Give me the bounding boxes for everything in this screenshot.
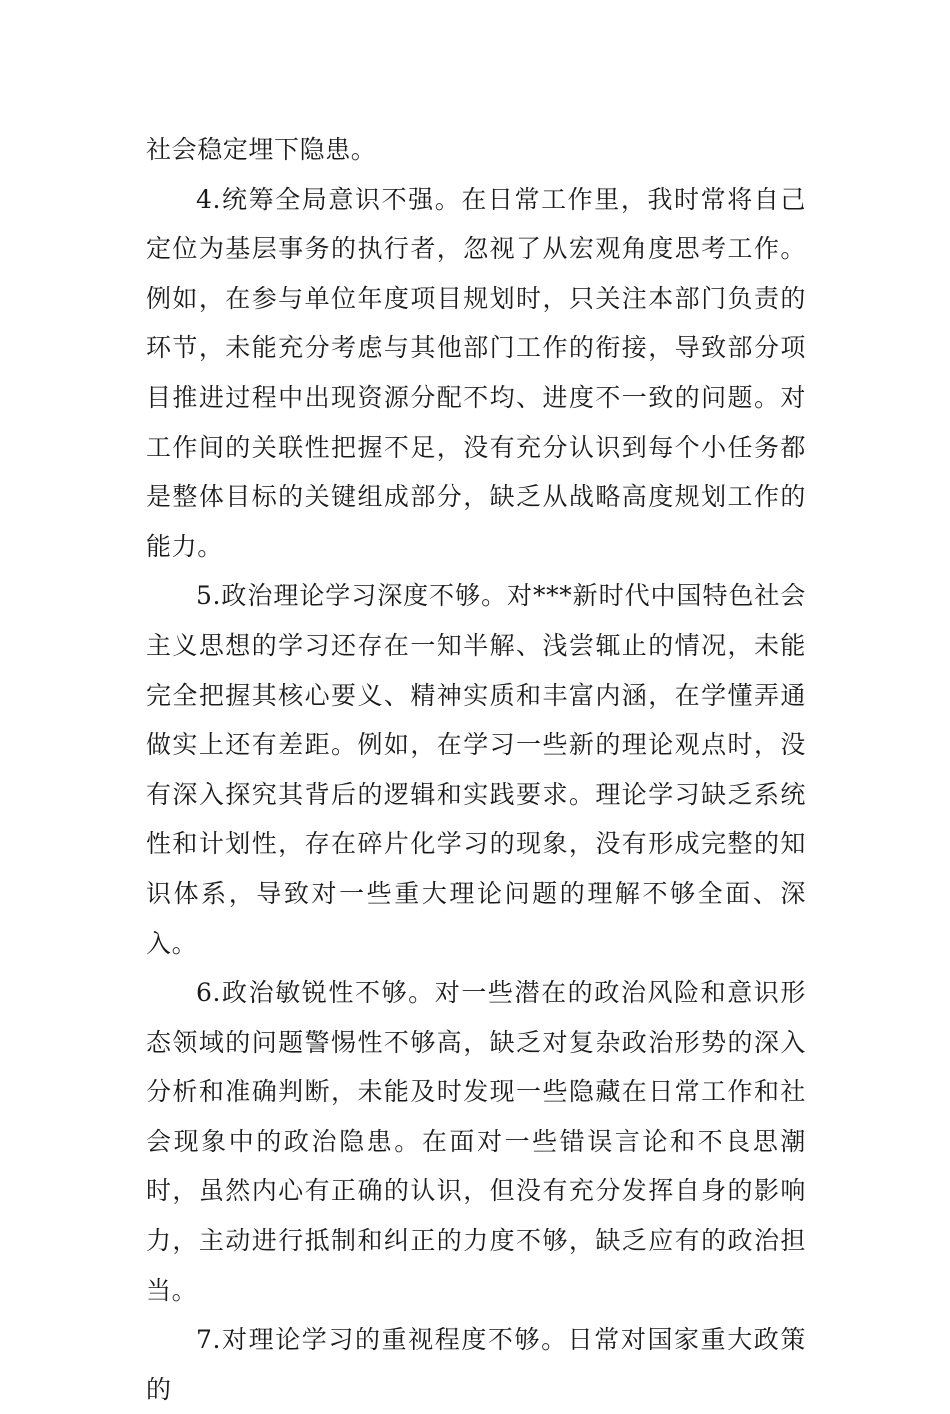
paragraph-item-7: 7.对理论学习的重视程度不够。日常对国家重大政策的 bbox=[146, 1325, 806, 1404]
paragraph-item-4: 4.统筹全局意识不强。在日常工作里，我时常将自己定位为基层事务的执行者，忽视了从宏观角度思考工作。例如，在参与单位年度项目规划时，只关注本部门负责的环节，未能充分考虑与其他部门工作的衔接，导致部分项目推进过程中出现资源分配不均、进度不一致的问题。对工作间的关联性把握不足，没有充分认识到每个小任务都是整体目标的关键组成部分，缺乏从战略高度规划工作的能力。 bbox=[146, 184, 806, 561]
paragraph-item-5: 5.政治理论学习深度不够。对***新时代中国特色社会主义思想的学习还存在一知半解、浅尝辄止的情况，未能完全把握其核心要义、精神实质和丰富内涵，在学懂弄通做实上还有差距。例如，在学习一些新的理论观点时，没有深入探究其背后的逻辑和实践要求。理论学习缺乏系统性和计划性，存在碎片化学习的现象，没有形成完整的知识体系，导致对一些重大理论问题的理解不够全面、深入。 bbox=[146, 581, 806, 958]
paragraph-item-6: 6.政治敏锐性不够。对一些潜在的政治风险和意识形态领域的问题警惕性不够高，缺乏对复杂政治形势的深入分析和准确判断，未能及时发现一些隐藏在日常工作和社会现象中的政治隐患。在面对一些错误言论和不良思潮时，虽然内心有正确的认识，但没有充分发挥自身的影响力，主动进行抵制和纠正的力度不够，缺乏应有的政治担当。 bbox=[146, 978, 806, 1305]
document-body bbox=[146, 125, 806, 1414]
paragraph-continuation: 社会稳定埋下隐患。 bbox=[146, 135, 377, 164]
